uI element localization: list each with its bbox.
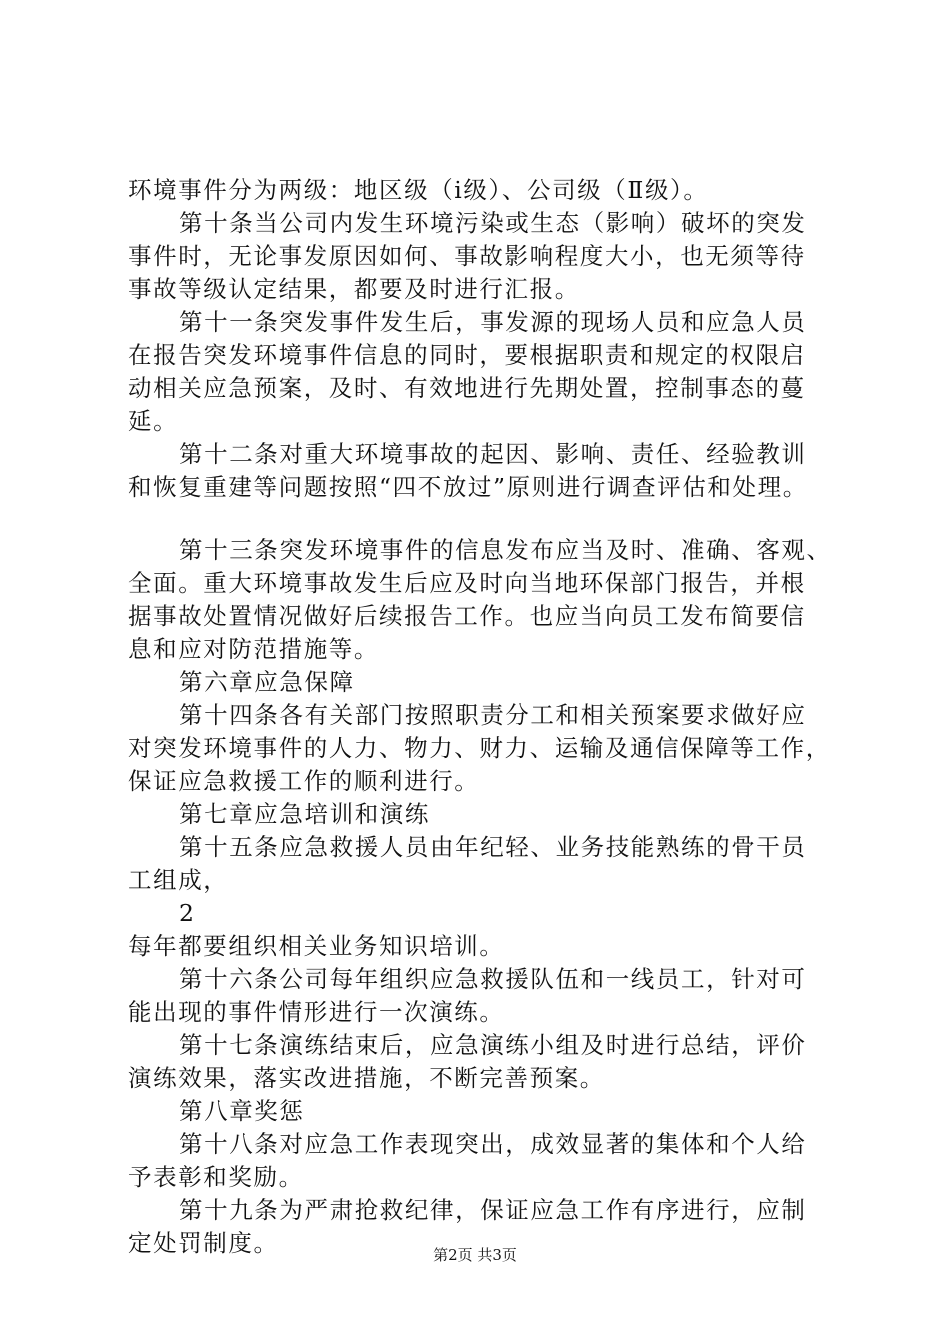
text-line: 第七章应急培训和演练 [179,800,430,828]
text-line: 第六章应急保障 [179,668,355,696]
paragraph [128,207,840,306]
text-line: 予表彰和奖励。 [128,1163,304,1191]
text-line: 第十九条为严肃抢救纪律，保证应急工作有序进行，应制 [179,1196,807,1224]
text-line: 第十一条突发事件发生后，事发源的现场人员和应急人员 [179,308,807,336]
text-line: 工组成， [128,866,229,894]
paragraph [128,798,840,831]
paragraph [128,1095,840,1128]
text-line: 每年都要组织相关业务知识培训。 [128,932,505,960]
paragraph [128,699,840,798]
text-line: 第十四条各有关部门按照职责分工和相关预案要求做好应 [179,701,807,729]
paragraph-gap [128,504,840,534]
text-line: 在报告突发环境事件信息的同时，要根据职责和规定的权限启 [128,341,806,369]
text-line: 事故等级认定结果，都要及时进行汇报。 [128,275,580,303]
text-line: 第十三条突发环境事件的信息发布应当及时、准确、客观、 [179,536,832,564]
paragraph [128,963,840,1029]
paragraph [128,1029,840,1095]
paragraph [128,1128,840,1194]
document-body [128,174,840,1260]
page-footer: 第2页 共3页 [433,1246,517,1264]
text-line: 对突发环境事件的人力、物力、财力、运输及通信保障等工作， [128,734,831,762]
text-line: 动相关应急预案，及时、有效地进行先期处置，控制事态的蔓 [128,374,806,402]
paragraph [128,438,840,504]
text-line: 和恢复重建等问题按照“四不放过”原则进行调查评估和处理。 [128,473,808,501]
text-line: 延。 [128,407,179,435]
text-line: 2 [179,899,196,927]
text-line: 演练效果，落实改进措施，不断完善预案。 [128,1064,605,1092]
text-line: 据事故处置情况做好后续报告工作。也应当向员工发布简要信 [128,602,806,630]
text-line: 环境事件分为两级：地区级（ⅰ级）、公司级（Ⅱ级）。 [128,176,709,204]
text-line: 第十八条对应急工作表现突出，成效显著的集体和个人给 [179,1130,807,1158]
paragraph [128,306,840,438]
paragraph [128,174,840,207]
paragraph [128,831,840,897]
text-line: 息和应对防范措施等。 [128,635,379,663]
text-line: 第十七条演练结束后，应急演练小组及时进行总结，评价 [179,1031,807,1059]
paragraph [128,666,840,699]
text-line: 第十六条公司每年组织应急救援队伍和一线员工，针对可 [179,965,807,993]
text-line: 第十条当公司内发生环境污染或生态（影响）破坏的突发 [179,209,807,237]
paragraph [128,897,840,930]
paragraph [128,930,840,963]
text-line: 定处罚制度。 [128,1229,279,1257]
text-line: 第十五条应急救援人员由年纪轻、业务技能熟练的骨干员 [179,833,807,861]
text-line: 全面。重大环境事故发生后应及时向当地环保部门报告，并根 [128,569,806,597]
paragraph [128,534,840,666]
text-line: 事件时，无论事发原因如何、事故影响程度大小，也无须等待 [128,242,806,270]
text-line: 保证应急救援工作的顺利进行。 [128,767,480,795]
text-line: 第八章奖惩 [179,1097,305,1125]
text-line: 能出现的事件情形进行一次演练。 [128,998,505,1026]
text-line: 第十二条对重大环境事故的起因、影响、责任、经验教训 [179,440,807,468]
